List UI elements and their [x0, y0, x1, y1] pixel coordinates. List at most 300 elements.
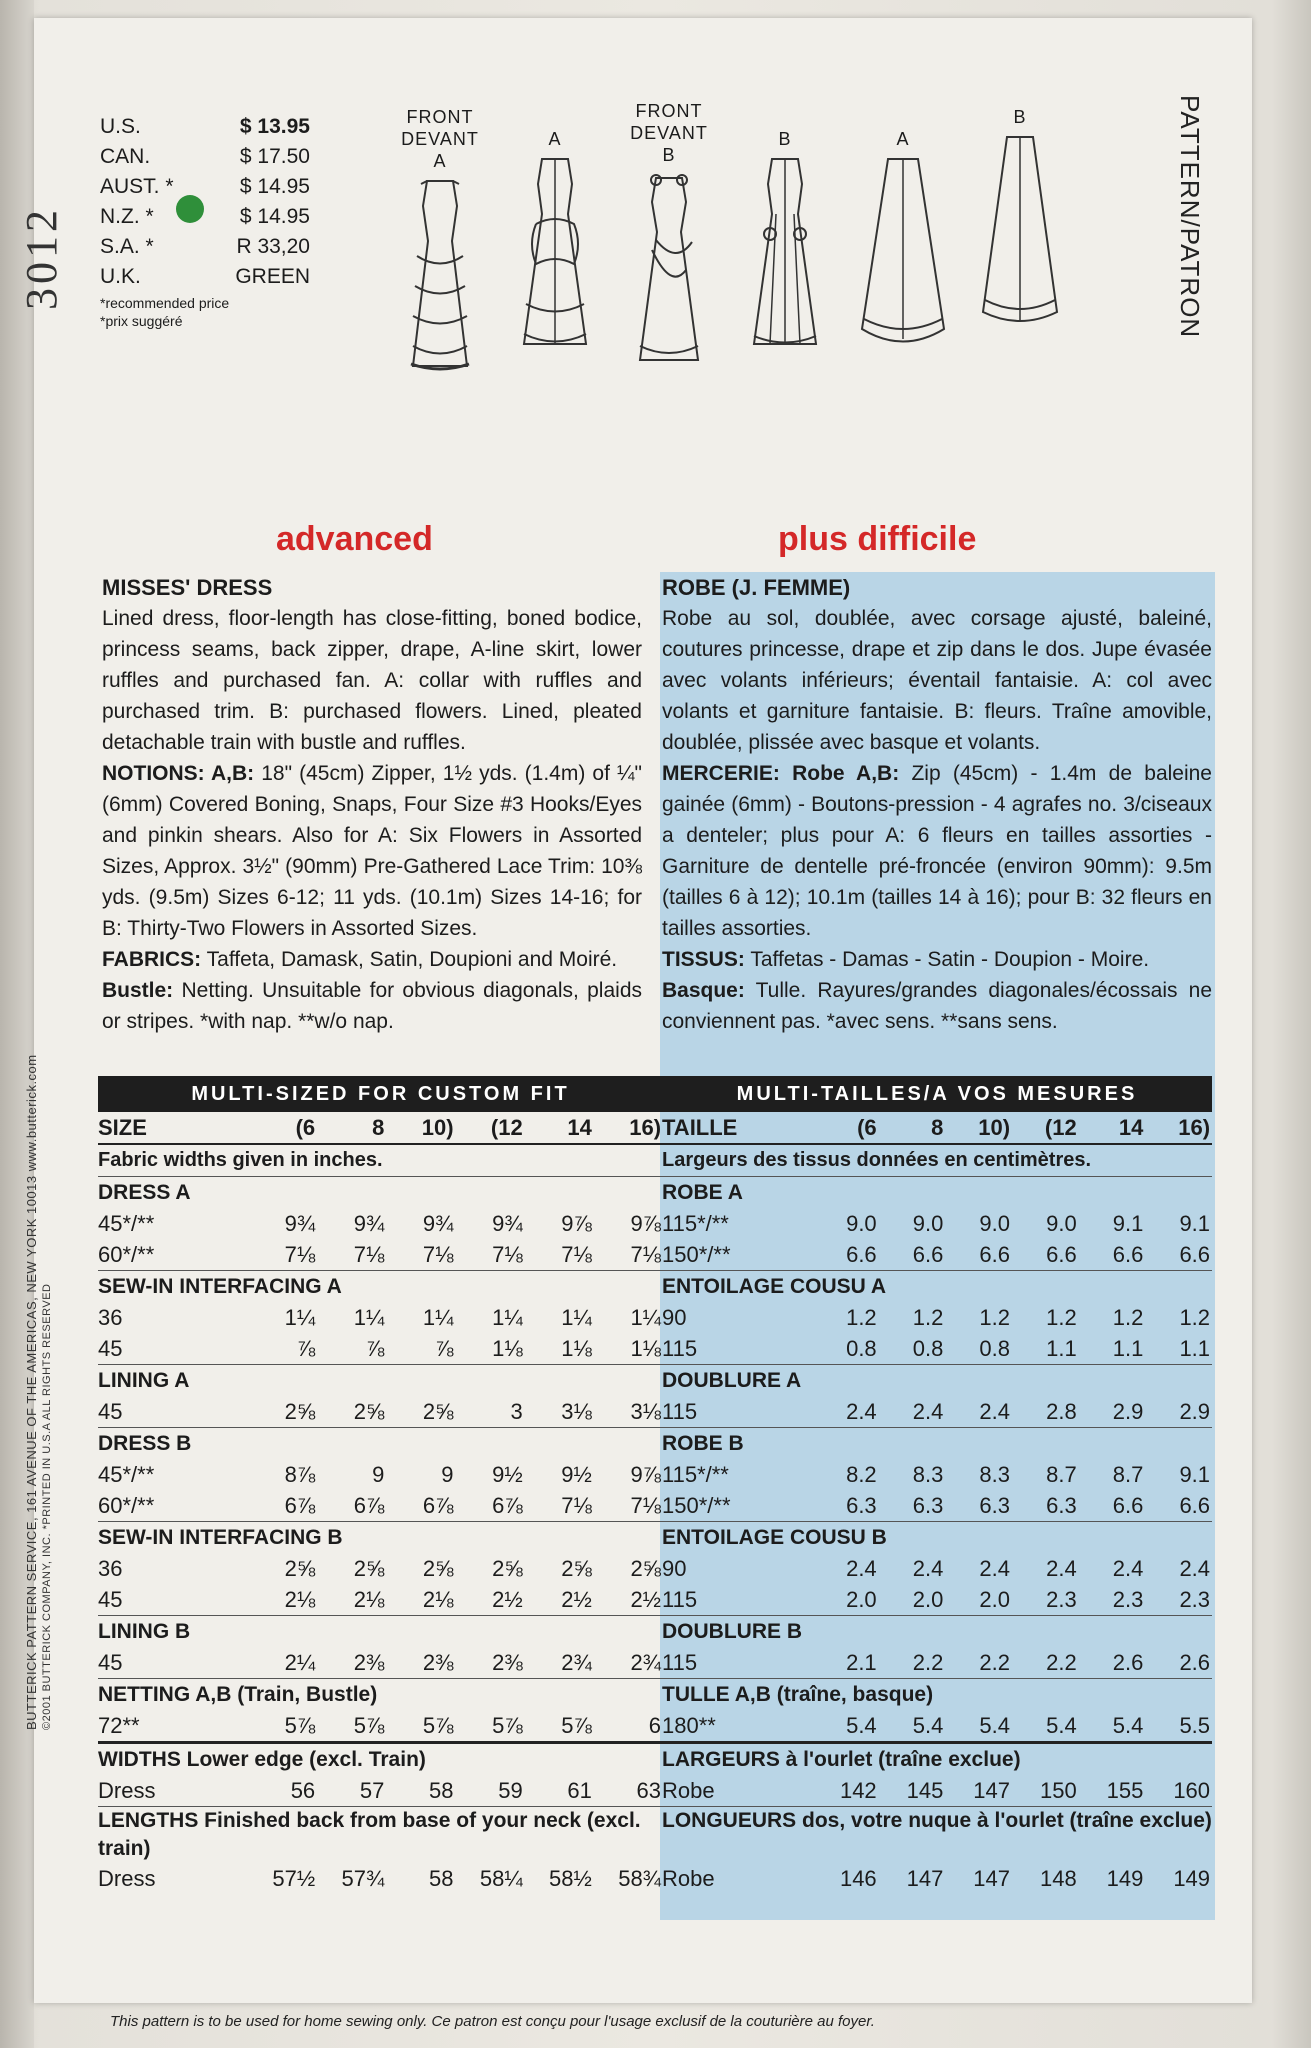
table-cell: 9⅞: [630, 1210, 662, 1236]
table-section-title: WIDTHS Lower edge (excl. Train): [98, 1741, 663, 1775]
fabrics-text-fr: [662, 944, 1212, 975]
table-cell: 1.1: [1046, 1335, 1077, 1361]
table-cell: 5⅞: [492, 1712, 523, 1738]
notions-value: 18" (45cm) Zipper, 1½ yds. (1.4m) of ¼" (6mm) Covered Boning, Snaps, Four Size #3 Hooks/Eyes and pinkin shears. Also for A: Six Flowers in Assorted Sizes, Approx. 3½" (90mm) Pre-Gathered Lace Trim: 10⅜ yds. (9.5m) Sizes 6-12; 11 yds. (10.1m) Sizes 14-16; for B: Thirty-Two Flowers in Assorted Sizes.: [102, 762, 642, 940]
price-row: [100, 172, 310, 202]
table-cell: 7⅛: [630, 1492, 662, 1518]
fabric-width-note: Largeurs des tissus données en centimètres.: [662, 1149, 1092, 1171]
table-row: [662, 1775, 1212, 1806]
size-cell: 8: [931, 1114, 944, 1140]
table-section-title: LINING B: [98, 1615, 663, 1647]
table-cell: 2.0: [979, 1586, 1011, 1612]
sketch-back-a: [510, 106, 600, 354]
row-label: 36: [98, 1304, 123, 1330]
table-cell: 2.1: [846, 1649, 877, 1675]
table-cell: 8.7: [1112, 1461, 1144, 1487]
dress-a-front-icon: [397, 176, 483, 376]
row-label: Robe: [662, 1777, 715, 1803]
table-cell: 58¼: [479, 1865, 523, 1891]
level-english: advanced: [276, 520, 433, 558]
table-cell: 9: [372, 1461, 385, 1487]
table-cell: 58½: [549, 1865, 592, 1891]
table-row: [662, 1302, 1212, 1333]
size-cell: 14: [1118, 1114, 1144, 1140]
table-cell: 2⅛: [422, 1586, 454, 1612]
table-cell: 2.9: [1112, 1398, 1144, 1424]
table-cell: 155: [1106, 1777, 1144, 1803]
table-cell: 7⅛: [561, 1492, 592, 1518]
fabrics-value-fr: Taffetas - Damas - Satin - Doupion - Moire.: [750, 948, 1150, 971]
table-cell: 1¼: [422, 1304, 454, 1330]
table-section-title: SEW-IN INTERFACING A: [98, 1270, 663, 1302]
table-row: [662, 1647, 1212, 1678]
table-cell: 2.2: [912, 1649, 944, 1675]
table-cell: 2⅜: [422, 1649, 454, 1675]
table-row: [662, 1863, 1212, 1894]
table-row: [662, 1333, 1212, 1364]
table-cell: 2.3: [1179, 1586, 1211, 1612]
table-row: [662, 1490, 1212, 1521]
price-country: CAN.: [100, 145, 151, 168]
table-cell: 2⅝: [284, 1398, 316, 1424]
table-cell: 6⅞: [422, 1492, 454, 1518]
table-cell: 1¼: [284, 1304, 316, 1330]
size-cell: 16): [1178, 1114, 1211, 1140]
table-cell: 1⅛: [630, 1335, 662, 1361]
price-value: $ 14.95: [239, 175, 310, 198]
table-cell: 1¼: [630, 1304, 662, 1330]
train-b-icon: [975, 132, 1065, 332]
table-section-title: LARGEURS à l'ourlet (traîne exclue): [662, 1741, 1212, 1775]
size-cell: 14: [567, 1114, 592, 1140]
table-cell: 146: [839, 1865, 877, 1891]
row-label: Dress: [98, 1865, 156, 1891]
row-label: 150*/**: [662, 1492, 731, 1518]
notions-text: [102, 758, 642, 944]
table-cell: 3: [510, 1398, 523, 1424]
table-cell: 6.6: [1179, 1492, 1211, 1518]
size-row: [98, 1112, 663, 1145]
table-cell: 9: [441, 1461, 454, 1487]
row-label: 72**: [98, 1712, 140, 1738]
sketch-label-fr: DEVANT: [401, 129, 479, 149]
dress-a-back-icon: [512, 154, 598, 354]
table-section-title: LINING A: [98, 1364, 663, 1396]
fabrics-label: FABRICS:: [102, 948, 202, 971]
table-cell: 2½: [561, 1586, 592, 1612]
table-cell: 2¾: [561, 1649, 592, 1675]
table-cell: 3⅛: [630, 1398, 662, 1424]
table-cell: 7⅛: [630, 1241, 662, 1267]
table-cell: 63: [636, 1777, 662, 1803]
table-cell: 5.4: [912, 1712, 944, 1738]
sketch-label: FRONT: [635, 101, 703, 121]
price-country: N.Z. *: [100, 205, 154, 228]
table-cell: 2.3: [1112, 1586, 1144, 1612]
table-cell: 5.4: [1112, 1712, 1144, 1738]
table-cell: 2⅝: [353, 1555, 385, 1581]
table-cell: 7⅛: [284, 1241, 316, 1267]
table-cell: 5.5: [1179, 1712, 1211, 1738]
table-cell: 6: [648, 1712, 662, 1738]
table-row: [98, 1710, 663, 1741]
dress-title-fr: ROBE (J. FEMME): [662, 575, 851, 600]
table-row: [98, 1553, 663, 1584]
table-row: [98, 1584, 663, 1615]
row-label: 45: [98, 1398, 123, 1424]
table-section-title: LENGTHS Finished back from base of your neck (excl. train): [98, 1806, 663, 1863]
home-sewing-notice: This pattern is to be used for home sewing only. Ce patron est conçu pour l'usage exclusif de la couturière au foyer.: [110, 2013, 875, 2030]
dress-description: Lined dress, floor-length has close-fitting, boned bodice, princess seams, back zipper, drape, A-line skirt, lower ruffles and purchased fan. A: collar with ruffles and purchased trim. B: purchased flowers. Lined, pleated detachable train with bustle and ruffles.: [102, 607, 642, 754]
table-cell: 9½: [492, 1461, 523, 1487]
price-row: [100, 232, 310, 262]
dress-b-front-icon: [626, 170, 712, 370]
table-cell: 2.8: [1046, 1398, 1077, 1424]
table-cell: 9.0: [846, 1210, 877, 1236]
table-cell: 9½: [561, 1461, 592, 1487]
row-label: 90: [662, 1304, 687, 1330]
table-cell: 8.3: [979, 1461, 1011, 1487]
table-cell: 6.6: [1112, 1492, 1144, 1518]
table-cell: 9¾: [492, 1210, 523, 1236]
fabrics-value: Taffeta, Damask, Satin, Doupioni and Moiré.: [206, 948, 618, 971]
row-label: 150*/**: [662, 1241, 731, 1267]
sketch-view: B: [662, 145, 676, 165]
table-cell: 7⅛: [422, 1241, 454, 1267]
table-section-title: DOUBLURE B: [662, 1615, 1212, 1647]
table-section-title: LONGUEURS dos, votre nuque à l'ourlet (traîne exclue): [662, 1806, 1212, 1863]
table-cell: 9.0: [979, 1210, 1011, 1236]
sketch-back-b: [740, 106, 830, 354]
table-cell: 6.6: [1112, 1241, 1144, 1267]
price-country: U.K.: [100, 265, 141, 288]
bustle-value: Netting. Unsuitable for obvious diagonals, plaids or stripes. *with nap. **w/o nap.: [102, 979, 642, 1033]
dress-b-back-icon: [742, 154, 828, 354]
sketch-view: A: [548, 129, 562, 149]
table-cell: 2.3: [1046, 1586, 1077, 1612]
table-cell: 0.8: [846, 1335, 877, 1361]
table-cell: 6.6: [846, 1241, 877, 1267]
table-cell: 8⅞: [284, 1461, 316, 1487]
row-label: 45: [98, 1649, 123, 1675]
table-cell: 2⅛: [284, 1586, 316, 1612]
table-cell: 57: [359, 1777, 385, 1803]
table-cell: 2⅝: [492, 1555, 523, 1581]
table-cell: 3⅛: [561, 1398, 592, 1424]
size-cell: 10): [421, 1114, 454, 1140]
table-cell: 59: [498, 1777, 523, 1803]
price-value: $ 17.50: [239, 145, 310, 168]
row-label: 115: [662, 1335, 698, 1361]
table-cell: 142: [839, 1777, 877, 1803]
row-label: 90: [662, 1555, 687, 1581]
table-cell: 2⅝: [630, 1555, 662, 1581]
table-header: MULTI-TAILLES/A VOS MESURES: [662, 1076, 1212, 1112]
table-cell: 1.2: [846, 1304, 877, 1330]
size-label: TAILLE: [662, 1114, 738, 1140]
table-cell: 149: [1106, 1865, 1144, 1891]
table-cell: 6.6: [912, 1241, 944, 1267]
size-cell: 8: [372, 1114, 385, 1140]
size-cell: (6: [295, 1114, 316, 1140]
table-row: [98, 1302, 663, 1333]
table-cell: 6.6: [1179, 1241, 1211, 1267]
sketch-view: A: [896, 129, 910, 149]
row-label: 115*/**: [662, 1210, 729, 1236]
table-cell: 9¾: [353, 1210, 385, 1236]
size-cell: (12: [490, 1114, 523, 1140]
table-row: [98, 1863, 663, 1894]
dress-description-fr: Robe au sol, doublée, avec corsage ajusté, baleiné, coutures princesse, drape et zip dans le dos. Jupe évasée avec volants inférieurs; éventail fantaisie. A: col avec volants et garniture fantaisie. B: fleurs. Traîne amovible, doublée, plissée avec basque et volants.: [662, 607, 1212, 754]
table-cell: 2.4: [1179, 1555, 1211, 1581]
table-row: [98, 1459, 663, 1490]
table-cell: 1⅛: [561, 1335, 592, 1361]
size-cell: (12: [1044, 1114, 1077, 1140]
table-cell: 2.0: [912, 1586, 944, 1612]
table-cell: 150: [1039, 1777, 1077, 1803]
price-value: $ 14.95: [239, 205, 310, 228]
table-cell: 9¾: [422, 1210, 454, 1236]
table-cell: 9.1: [1112, 1210, 1144, 1236]
table-row: [98, 1333, 663, 1364]
table-cell: 0.8: [912, 1335, 944, 1361]
table-cell: 5.4: [1046, 1712, 1077, 1738]
sketch-front-a: [395, 106, 485, 376]
table-cell: 6.3: [846, 1492, 877, 1518]
table-cell: 6⅞: [353, 1492, 385, 1518]
table-cell: 1⅛: [492, 1335, 523, 1361]
table-cell: 2⅝: [353, 1398, 385, 1424]
price-value: $ 13.95: [239, 115, 310, 138]
table-cell: 2⅝: [561, 1555, 592, 1581]
notions-label-fr: MERCERIE: Robe A,B:: [662, 762, 900, 785]
table-cell: 1.1: [1179, 1335, 1211, 1361]
table-cell: 61: [567, 1777, 592, 1803]
table-cell: 2.9: [1179, 1398, 1211, 1424]
table-cell: 9.0: [1046, 1210, 1077, 1236]
row-label: Dress: [98, 1777, 156, 1803]
table-cell: 6⅞: [284, 1492, 316, 1518]
table-cell: 8.3: [912, 1461, 944, 1487]
table-cell: 6.6: [1046, 1241, 1077, 1267]
table-cell: 56: [290, 1777, 316, 1803]
bustle-label: Bustle:: [102, 979, 174, 1002]
table-cell: 2⅜: [353, 1649, 385, 1675]
size-label: SIZE: [98, 1114, 147, 1140]
fabric-width-note: Fabric widths given in inches.: [98, 1149, 383, 1171]
pattern-label: PATTERN/PATRON: [1175, 95, 1205, 339]
notions-label: NOTIONS: A,B:: [102, 762, 255, 785]
table-cell: 6.6: [979, 1241, 1011, 1267]
sketch-view: A: [433, 151, 447, 171]
table-cell: 58: [429, 1865, 454, 1891]
row-label: Robe: [662, 1865, 715, 1891]
description-french: [662, 572, 1212, 1037]
table-cell: 1¼: [353, 1304, 385, 1330]
fabrics-text: [102, 944, 642, 975]
table-cell: 2½: [630, 1586, 662, 1612]
row-label: 45*/**: [98, 1210, 155, 1236]
price-country: U.S.: [100, 115, 141, 138]
table-cell: 6.3: [1046, 1492, 1077, 1518]
table-cell: 2.6: [1112, 1649, 1144, 1675]
table-cell: 160: [1173, 1777, 1211, 1803]
row-label: 115: [662, 1586, 698, 1612]
table-cell: 8.7: [1046, 1461, 1077, 1487]
publisher-info: [24, 1054, 53, 1730]
table-section-title: ROBE A: [662, 1176, 1212, 1208]
price-country: AUST. *: [100, 175, 174, 198]
table-cell: 2.4: [1046, 1555, 1077, 1581]
sketch-train-a: [858, 106, 948, 354]
table-cell: 2.6: [1179, 1649, 1211, 1675]
table-section-title: TULLE A,B (traîne, basque): [662, 1678, 1212, 1710]
price-value: GREEN: [235, 265, 310, 288]
table-cell: 5⅞: [284, 1712, 316, 1738]
table-row: [98, 1396, 663, 1427]
table-cell: 2.2: [1046, 1649, 1077, 1675]
table-cell: 6⅞: [492, 1492, 523, 1518]
bustle-value-fr: Tulle. Rayures/grandes diagonales/écossais ne conviennent pas. *avec sens. **sans sens.: [662, 979, 1212, 1033]
table-cell: 2.4: [1112, 1555, 1144, 1581]
table-cell: 1.2: [1179, 1304, 1211, 1330]
table-cell: 2¼: [284, 1649, 316, 1675]
table-cell: 2⅜: [492, 1649, 523, 1675]
table-header: MULTI-SIZED FOR CUSTOM FIT: [98, 1076, 663, 1112]
table-row: [662, 1710, 1212, 1741]
table-cell: 149: [1173, 1865, 1211, 1891]
table-cell: 7⅛: [353, 1241, 385, 1267]
suggested-price-note: *prix suggéré: [100, 313, 183, 329]
table-cell: 9.0: [912, 1210, 944, 1236]
table-cell: 2⅝: [422, 1555, 454, 1581]
table-cell: 5⅞: [353, 1712, 385, 1738]
table-row: [98, 1208, 663, 1239]
table-row: [98, 1775, 663, 1806]
bustle-label-fr: Basque:: [662, 979, 745, 1002]
notions-value-fr: Zip (45cm) - 1.4m de baleine gainée (6mm) - Boutons-pression - 4 agrafes no. 3/ciseaux a denteler; plus pour A: 6 fleurs en tailles assorties - Garniture de dentelle pré-froncée (environ 90mm): 9.5m (tailles 6 à 12); 10.1m (tailles 14 à 16); pour B: 32 fleurs en tailles assorties.: [662, 762, 1212, 940]
row-label: 45*/**: [98, 1461, 155, 1487]
size-row: [662, 1112, 1212, 1145]
table-cell: 1¼: [561, 1304, 592, 1330]
table-cell: 2.4: [979, 1555, 1011, 1581]
table-cell: 7⅛: [561, 1241, 592, 1267]
sketch-view: B: [1013, 107, 1027, 127]
green-price-dot: [176, 195, 204, 223]
notions-text-fr: [662, 758, 1212, 944]
sketch-view: B: [778, 129, 792, 149]
table-cell: 1.1: [1112, 1335, 1144, 1361]
table-cell: 9.1: [1179, 1210, 1211, 1236]
description-english: [102, 572, 642, 1037]
row-label: 36: [98, 1555, 123, 1581]
yardage-table-english: [98, 1076, 663, 1894]
table-section-title: NETTING A,B (Train, Bustle): [98, 1678, 663, 1710]
table-cell: 147: [973, 1865, 1011, 1891]
sketch-label: FRONT: [406, 107, 474, 127]
table-cell: 8.2: [846, 1461, 877, 1487]
bustle-text-fr: [662, 975, 1212, 1037]
table-row: [662, 1239, 1212, 1270]
sketch-train-b: [975, 106, 1065, 332]
table-cell: 0.8: [979, 1335, 1011, 1361]
table-cell: 6.3: [912, 1492, 944, 1518]
size-cell: (6: [857, 1114, 877, 1140]
table-row: [662, 1553, 1212, 1584]
table-cell: 2⅛: [353, 1586, 385, 1612]
size-cell: 10): [978, 1114, 1011, 1140]
table-cell: 57½: [272, 1865, 316, 1891]
train-a-icon: [858, 154, 948, 354]
table-cell: ⅞: [365, 1335, 385, 1361]
pattern-number: 3012: [17, 206, 66, 310]
table-cell: 1.2: [979, 1304, 1011, 1330]
table-section-title: ENTOILAGE COUSU A: [662, 1270, 1212, 1302]
publisher-address: BUTTERICK PATTERN SERVICE, 161 AVENUE OF THE AMERICAS, NEW YORK 10013 www.butterick.com: [24, 1054, 39, 1730]
table-cell: 9.1: [1179, 1461, 1211, 1487]
table-cell: 2½: [492, 1586, 523, 1612]
sketch-label-fr: DEVANT: [630, 123, 708, 143]
table-row: [662, 1208, 1212, 1239]
fabrics-label-fr: TISSUS:: [662, 948, 745, 971]
table-section-title: DRESS B: [98, 1427, 663, 1459]
price-row: [100, 142, 310, 172]
table-cell: 58¾: [618, 1865, 662, 1891]
table-row: [662, 1396, 1212, 1427]
table-section-title: DOUBLURE A: [662, 1364, 1212, 1396]
table-cell: 1.2: [1112, 1304, 1144, 1330]
price-row: [100, 262, 310, 292]
table-cell: 1.2: [1046, 1304, 1077, 1330]
table-cell: 5.4: [846, 1712, 877, 1738]
table-cell: 6.3: [979, 1492, 1011, 1518]
table-section-title: ROBE B: [662, 1427, 1212, 1459]
yardage-table-french: [662, 1076, 1212, 1894]
row-label: 115: [662, 1398, 698, 1424]
table-cell: 5⅞: [422, 1712, 454, 1738]
table-section-title: ENTOILAGE COUSU B: [662, 1521, 1212, 1553]
price-country: S.A. *: [100, 235, 154, 258]
table-row: [98, 1490, 663, 1521]
price-row: [100, 202, 310, 232]
table-row: [662, 1584, 1212, 1615]
table-cell: 2⅝: [284, 1555, 316, 1581]
price-notes: [100, 294, 310, 330]
row-label: 180**: [662, 1712, 716, 1738]
table-cell: ⅞: [435, 1335, 454, 1361]
price-value: R 33,20: [236, 235, 310, 258]
table-cell: 9⅞: [630, 1461, 662, 1487]
table-cell: 148: [1039, 1865, 1077, 1891]
table-cell: 2.4: [846, 1555, 877, 1581]
copyright: ©2001 BUTTERICK COMPANY, INC. *PRINTED IN U.S.A ALL RIGHTS RESERVED: [41, 1283, 53, 1730]
row-label: 60*/**: [98, 1241, 155, 1267]
table-cell: ⅞: [296, 1335, 316, 1361]
table-row: [98, 1239, 663, 1270]
table-cell: 5.4: [979, 1712, 1011, 1738]
row-label: 60*/**: [98, 1492, 155, 1518]
table-cell: 147: [906, 1865, 944, 1891]
recommended-price-note: *recommended price: [100, 295, 230, 311]
row-label: 45: [98, 1335, 123, 1361]
table-cell: 2⅝: [422, 1398, 454, 1424]
price-row: [100, 112, 310, 142]
table-cell: 2.4: [846, 1398, 877, 1424]
row-label: 115: [662, 1649, 698, 1675]
table-cell: 1.2: [912, 1304, 944, 1330]
row-label: 115*/**: [662, 1461, 729, 1487]
sketch-front-b: [624, 100, 714, 370]
